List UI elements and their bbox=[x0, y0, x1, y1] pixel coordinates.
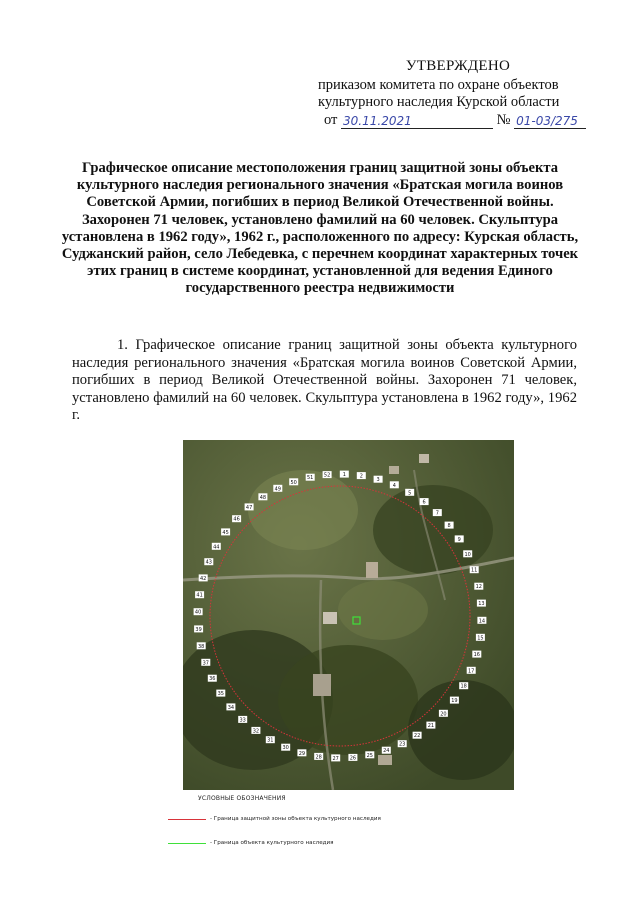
boundary-point-label bbox=[194, 625, 203, 633]
point-label-text: 11 bbox=[471, 567, 478, 574]
approval-block bbox=[318, 58, 598, 129]
legend-green-line bbox=[168, 843, 206, 844]
point-label-text: 7 bbox=[435, 510, 439, 517]
boundary-point-label bbox=[216, 690, 225, 698]
point-label-text: 9 bbox=[457, 536, 461, 543]
boundary-point-label bbox=[474, 583, 483, 591]
point-label-text: 17 bbox=[468, 668, 475, 675]
boundary-point-label bbox=[201, 659, 210, 667]
boundary-point-label bbox=[374, 476, 383, 484]
point-label-text: 42 bbox=[200, 575, 207, 582]
boundary-point-label bbox=[197, 642, 206, 650]
boundary-point-label bbox=[331, 754, 340, 762]
point-label-text: 49 bbox=[274, 486, 281, 493]
point-label-text: 28 bbox=[315, 754, 322, 761]
boundary-point-label bbox=[472, 651, 481, 659]
boundary-point-label bbox=[450, 697, 459, 705]
boundary-point-label bbox=[204, 558, 213, 566]
boundary-point-label bbox=[314, 753, 323, 761]
tree-cover bbox=[373, 482, 493, 575]
boundary-point-label bbox=[390, 481, 399, 489]
tree-cover bbox=[278, 645, 421, 755]
point-label-text: 19 bbox=[451, 698, 458, 705]
point-label-text: 23 bbox=[399, 741, 406, 748]
point-label-text: 29 bbox=[298, 750, 306, 757]
point-label-text: 47 bbox=[245, 504, 253, 511]
point-label-text: 33 bbox=[239, 717, 246, 724]
legend-label: - Граница защитной зоны объекта культурного наследия bbox=[210, 816, 381, 822]
point-label-text: 18 bbox=[460, 683, 467, 690]
section-1-paragraph: 1. Графическое описание границ защитной зоны объекта культурного наследия регионального значения «Братская могила воинов Советской Армии, погибших в период Великой Отечественной войны. Захоронен 71 человек, установлено фамилий на 60 человек. Скульптура установлена в 1962 году», 1962 г. bbox=[72, 337, 577, 424]
boundary-point-label bbox=[477, 600, 486, 608]
point-label-text: 26 bbox=[349, 755, 357, 762]
boundary-point-label bbox=[439, 710, 448, 718]
from-label: от bbox=[324, 112, 338, 128]
point-label-text: 31 bbox=[267, 737, 274, 744]
point-label-text: 4 bbox=[392, 482, 396, 489]
point-label-text: 21 bbox=[427, 723, 435, 730]
building bbox=[419, 454, 429, 463]
boundary-point-label bbox=[365, 751, 374, 759]
boundary-point-label bbox=[433, 509, 442, 516]
boundary-point-label bbox=[477, 617, 486, 625]
boundary-point-label bbox=[258, 493, 267, 501]
point-label-text: 43 bbox=[205, 559, 212, 566]
boundary-point-label bbox=[273, 485, 282, 493]
boundary-point-label bbox=[340, 471, 349, 479]
boundary-point-label bbox=[208, 675, 217, 683]
point-label-text: 41 bbox=[196, 592, 203, 599]
point-label-text: 3 bbox=[376, 477, 380, 484]
building bbox=[378, 755, 392, 765]
approval-line-2: культурного наследия Курской области bbox=[318, 94, 560, 110]
boundary-point-label bbox=[426, 722, 435, 730]
point-label-text: 32 bbox=[252, 728, 260, 735]
point-label-text: 8 bbox=[447, 523, 451, 530]
point-label-text: 51 bbox=[307, 475, 314, 482]
point-label-text: 16 bbox=[473, 652, 480, 659]
point-label-text: 6 bbox=[422, 499, 426, 506]
field-patch bbox=[338, 580, 428, 640]
point-label-text: 37 bbox=[202, 660, 209, 667]
building bbox=[323, 612, 337, 624]
tree-cover bbox=[408, 680, 514, 780]
point-label-text: 52 bbox=[323, 472, 331, 479]
boundary-point-label bbox=[445, 522, 454, 530]
point-label-text: 45 bbox=[222, 529, 229, 536]
boundary-point-label bbox=[463, 550, 472, 558]
approval-signature-line bbox=[318, 112, 598, 129]
point-label-text: 48 bbox=[259, 494, 267, 501]
point-label-text: 39 bbox=[195, 626, 202, 633]
point-label-text: 15 bbox=[477, 635, 484, 642]
approval-line-1: приказом комитета по охране объектов bbox=[318, 77, 559, 93]
boundary-point-label bbox=[266, 736, 275, 744]
boundary-point-label bbox=[476, 634, 485, 642]
order-date: 30.11.2021 bbox=[341, 113, 493, 129]
boundary-point-label bbox=[405, 489, 414, 497]
satellite-map bbox=[183, 440, 514, 790]
point-label-text: 24 bbox=[383, 748, 390, 755]
legend-title: УСЛОВНЫЕ ОБОЗНАЧЕНИЯ bbox=[198, 795, 286, 802]
point-label-text: 14 bbox=[478, 618, 486, 625]
building bbox=[389, 466, 399, 474]
boundary-point-label bbox=[195, 591, 204, 599]
boundary-point-label bbox=[297, 749, 306, 757]
boundary-point-label bbox=[306, 474, 315, 482]
point-label-text: 27 bbox=[332, 755, 339, 762]
boundary-point-label bbox=[221, 528, 230, 536]
boundary-point-label bbox=[226, 703, 235, 711]
boundary-point-label bbox=[398, 740, 407, 748]
order-number: 01-03/275 bbox=[514, 113, 586, 129]
boundary-point-label bbox=[323, 471, 332, 479]
point-label-text: 22 bbox=[413, 733, 421, 740]
boundary-point-label bbox=[289, 478, 298, 486]
boundary-point-label bbox=[455, 535, 464, 543]
point-label-text: 20 bbox=[440, 711, 447, 718]
boundary-point-label bbox=[281, 744, 290, 752]
point-label-text: 13 bbox=[478, 601, 485, 608]
point-label-text: 2 bbox=[359, 473, 363, 480]
point-label-text: 44 bbox=[213, 544, 220, 551]
number-label: № bbox=[496, 112, 511, 128]
document-title: Графическое описание местоположения границ защитной зоны объекта культурного наследия регионального значения «Братская могила воинов Советской Армии, погибших в период Великой Отечественной войны. Захоронен 71 человек, установлено фамилий на 60 человек. Скульптура установлена в 1962 году», 1962 г., расположенного по адресу: Курская область, Суджанский район, село Лебедевка, с перечнем координат характерных точек этих границ в системе координат, установленной для ведения Единого государственного реестра недвижимости bbox=[61, 160, 579, 297]
point-label-text: 50 bbox=[290, 479, 297, 486]
approval-heading: УТВЕРЖДЕНО bbox=[405, 58, 511, 74]
legend-label: - Граница объекта культурного наследия bbox=[210, 840, 334, 846]
boundary-point-label bbox=[348, 754, 357, 762]
boundary-point-label bbox=[382, 747, 391, 755]
point-label-text: 12 bbox=[475, 584, 482, 591]
boundary-point-label bbox=[245, 503, 254, 511]
point-label-text: 36 bbox=[209, 676, 216, 683]
boundary-point-label bbox=[194, 608, 203, 616]
boundary-point-label bbox=[357, 472, 366, 480]
point-label-text: 34 bbox=[227, 704, 235, 711]
boundary-point-label bbox=[459, 682, 468, 690]
point-label-text: 1 bbox=[342, 472, 346, 479]
building bbox=[366, 562, 378, 578]
map-drawing bbox=[183, 440, 514, 790]
legend-red-line bbox=[168, 819, 206, 820]
point-label-text: 35 bbox=[217, 691, 224, 698]
point-label-text: 38 bbox=[198, 643, 205, 650]
point-label-text: 25 bbox=[366, 752, 373, 759]
building bbox=[313, 674, 331, 696]
boundary-point-label bbox=[212, 543, 221, 551]
boundary-point-label bbox=[413, 732, 422, 740]
boundary-point-label bbox=[420, 498, 429, 506]
point-label-text: 40 bbox=[194, 609, 202, 616]
boundary-point-label bbox=[467, 667, 476, 675]
point-label-text: 30 bbox=[282, 745, 289, 752]
boundary-point-label bbox=[232, 515, 241, 523]
point-label-text: 46 bbox=[233, 516, 240, 523]
point-label-text: 5 bbox=[408, 490, 412, 497]
boundary-point-label bbox=[470, 566, 479, 574]
boundary-point-label bbox=[238, 716, 247, 724]
point-label-text: 10 bbox=[464, 551, 471, 558]
boundary-point-label bbox=[251, 727, 260, 735]
boundary-point-label bbox=[199, 574, 208, 582]
